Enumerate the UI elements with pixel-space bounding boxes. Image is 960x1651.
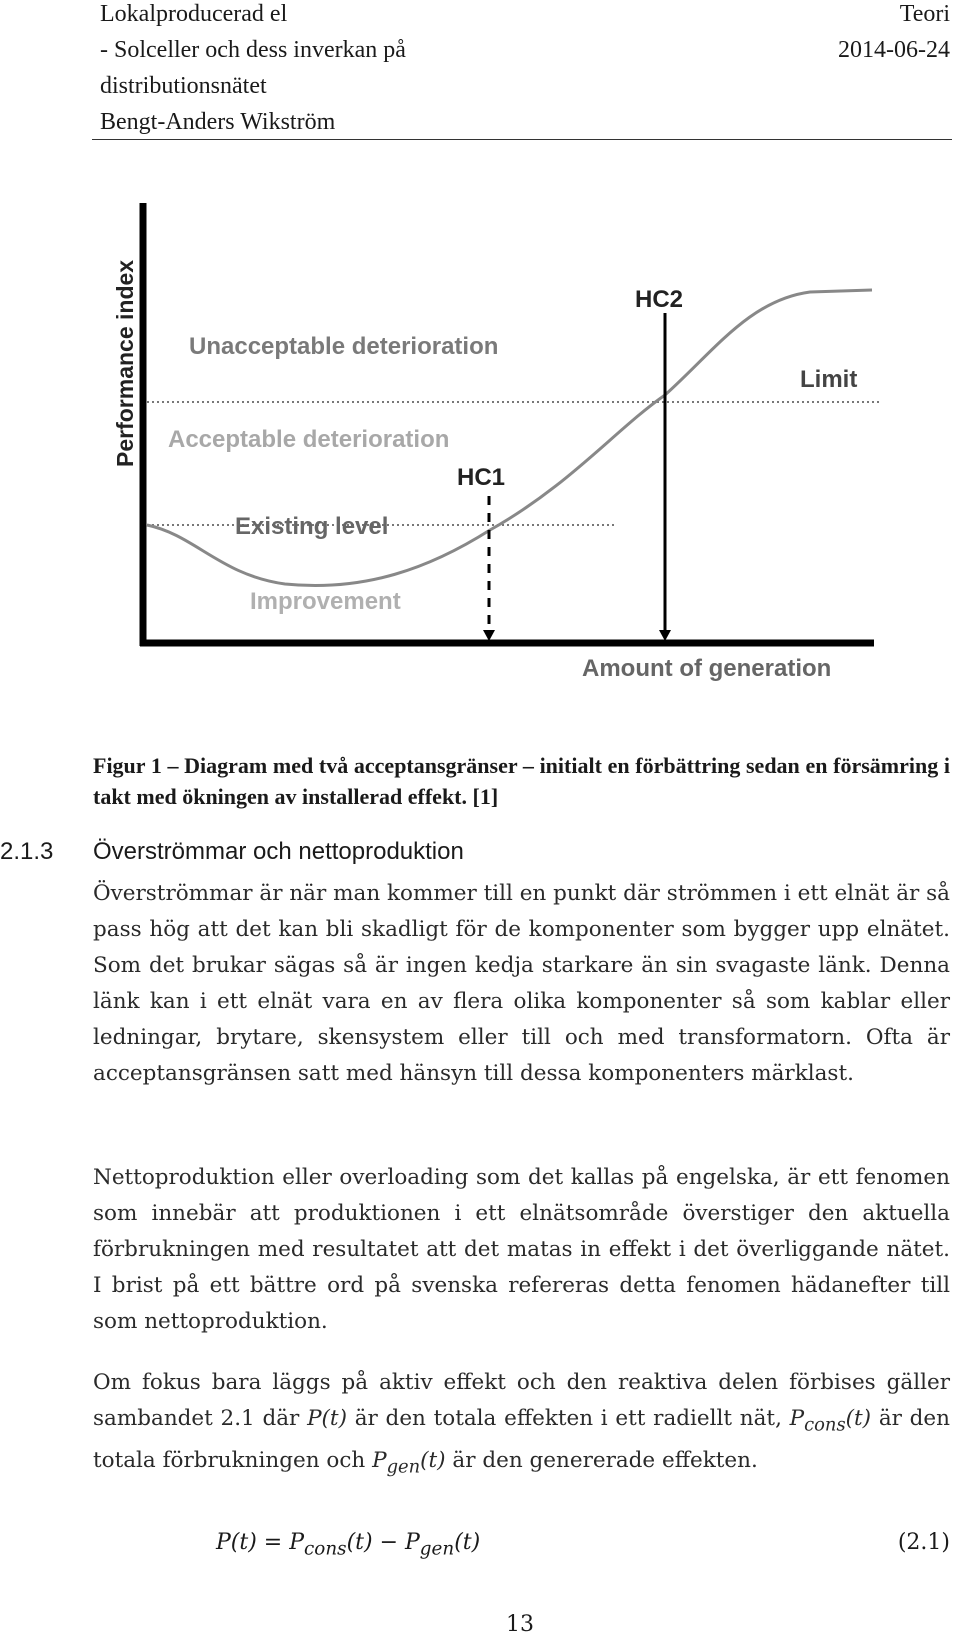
region-unacceptable: Unacceptable deterioration (189, 333, 499, 360)
label-existing-level: Existing level (235, 513, 389, 540)
chapter-label: Teori (899, 1, 950, 27)
doc-date: 2014-06-24 (838, 37, 950, 63)
performance-chart (100, 200, 900, 700)
x-axis-label: Amount of generation (582, 655, 832, 682)
page-number: 13 (506, 1612, 534, 1637)
math-p-gen: $P_{gen}(t)$ (372, 1448, 446, 1478)
paragraph-net-production: Nettoproduktion eller overloading som det kallas på engelska, är ett fenomen som innebär att produktionen i ett elnätsområde överstiger den aktuella förbrukningen med resultatet att det matas in effekt i det överliggande nätet. I brist på ett bättre ord på svenska refereras detta fenomen hädanefter till som nettoproduktion. (93, 1165, 950, 1334)
relation-text-d: är den genererade effekten. (452, 1448, 758, 1474)
paragraph-relation (93, 1365, 950, 1486)
doc-title-line2: - Solceller och dess inverkan på (100, 37, 406, 63)
equation-number: (2.1) (897, 1530, 950, 1555)
relation-text-c: är den totala förbrukningen och (93, 1406, 950, 1474)
relation-text-a: Om fokus bara läggs på aktiv effekt och den reaktiva delen förbises gäller sambandet 2.1 där (93, 1370, 950, 1431)
label-limit: Limit (800, 366, 858, 393)
section-number: 2.1.3 (0, 838, 54, 865)
relation-text-b: är den totala effekten i ett radiellt nät, (354, 1406, 782, 1431)
label-hc2: HC2 (635, 286, 684, 313)
doc-author: Bengt-Anders Wikström (100, 109, 336, 135)
doc-title-line1: Lokalproducerad el (100, 1, 288, 27)
label-hc1: HC1 (457, 464, 506, 491)
equation-2-1: $P(t) = P_{cons}(t) - P_{gen}(t)$ (216, 1530, 481, 1560)
hc1-arrowhead (483, 630, 495, 641)
section-title: Överströmmar och nettoproduktion (93, 838, 464, 865)
hc2-arrowhead (659, 630, 671, 641)
header-right (838, 0, 950, 68)
doc-title-line3: distributionsnätet (100, 73, 267, 99)
math-p-t: P(t) (307, 1406, 347, 1431)
header-left (100, 0, 406, 140)
header-divider (92, 139, 952, 140)
math-p-cons: $P_{cons}(t)$ (789, 1406, 872, 1436)
paragraph-overcurrent: Överströmmar är när man kommer till en punkt där strömmen i ett elnät är så pass hög att det kan bli skadligt för de komponenter som bygger upp elnätet. Som det brukar sägas så är ingen kedja starkare än sin svagaste länk. Denna länk kan i ett elnät vara en av flera olika komponenter så som kablar eller ledningar, brytare, skensystem eller till och med transformatorn. Ofta är acceptansgränsen satt med hänsyn till dessa komponenters märklast. (93, 881, 950, 1086)
figure-caption: Figur 1 – Diagram med två acceptansgränser – initialt en förbättring sedan en försämring i takt med ökningen av installerad effekt. [1] (93, 753, 950, 809)
region-acceptable: Acceptable deterioration (168, 426, 450, 453)
region-improvement: Improvement (250, 588, 401, 615)
y-axis-label: Performance index (112, 259, 138, 467)
